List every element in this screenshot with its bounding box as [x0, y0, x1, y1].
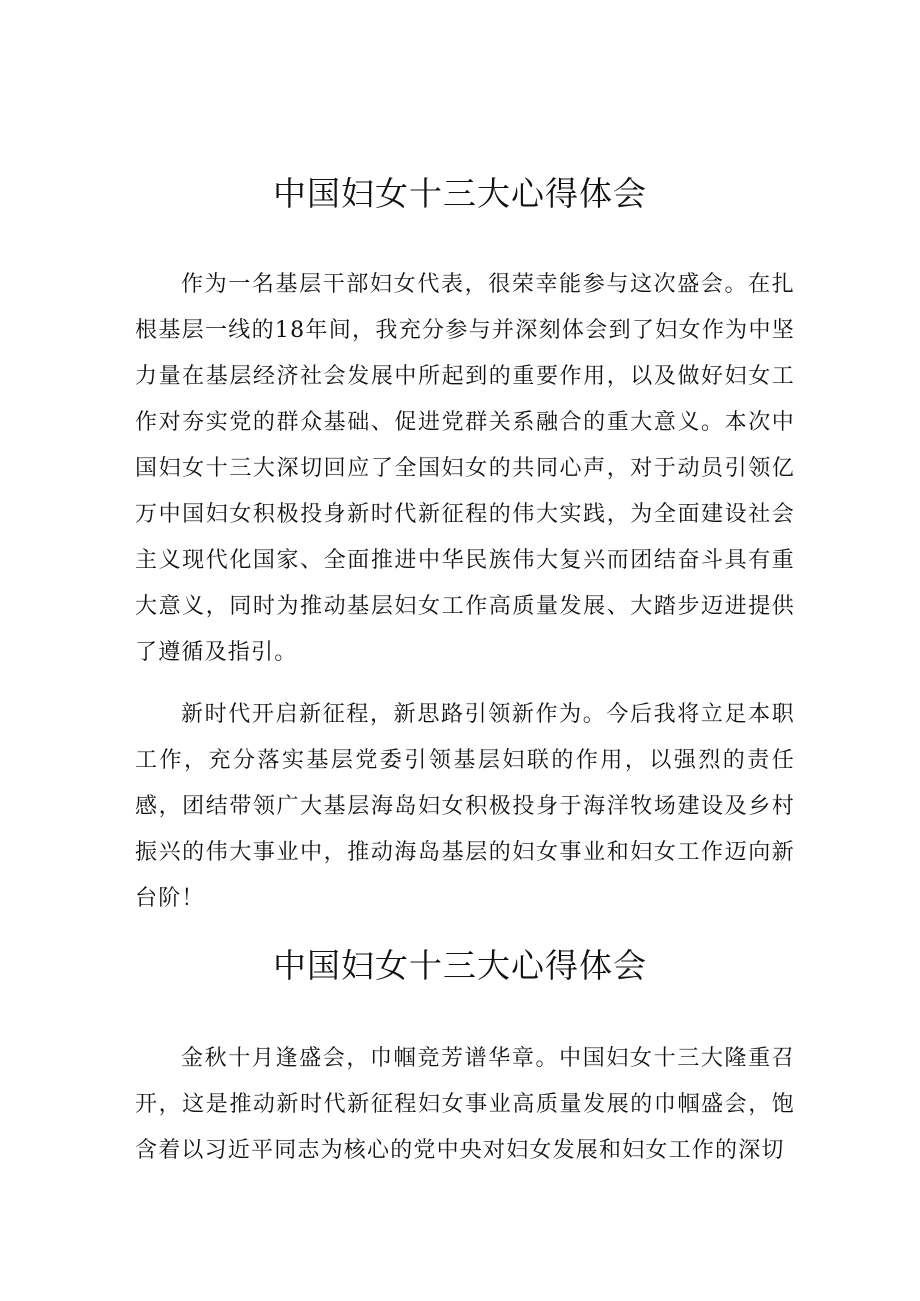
section-title: 中国妇女十三大心得体会	[273, 946, 647, 985]
paragraph: 作为一名基层干部妇女代表，很荣幸能参与这次盛会。在扎根基层一线的18年间，我充分参与并深刻体会到了妇女作为中坚力量在基层经济社会发展中所起到的重要作用，以及做好妇女工作对夯实党的群众基础、促进党群关系融合的重大意义。本次中国妇女十三大深切回应了全国妇女的共同心声，对于动员引领亿万中国妇女积极投身新时代新征程的伟大实践，为全面建设社会主义现代化国家、全面推进中华民族伟大复兴而团结奋斗具有重大意义，同时为推动基层妇女工作高质量发展、大踏步迈进提供了遵循及指引。	[135, 272, 795, 665]
paragraph: 新时代开启新征程，新思路引领新作为。今后我将立足本职工作，充分落实基层党委引领基层妇联的作用，以强烈的责任感，团结带领广大基层海岛妇女积极投身于海洋牧场建设及乡村振兴的伟大事业中，推动海岛基层的妇女事业和妇女工作迈向新台阶！	[135, 702, 795, 911]
section-title: 中国妇女十三大心得体会	[273, 174, 647, 213]
paragraph: 金秋十月逢盛会，巾帼竞芳谱华章。中国妇女十三大隆重召开，这是推动新时代新征程妇女事业高质量发展的巾帼盛会，饱含着以习近平同志为核心的党中央对妇女发展和妇女工作的深切	[135, 1046, 795, 1163]
